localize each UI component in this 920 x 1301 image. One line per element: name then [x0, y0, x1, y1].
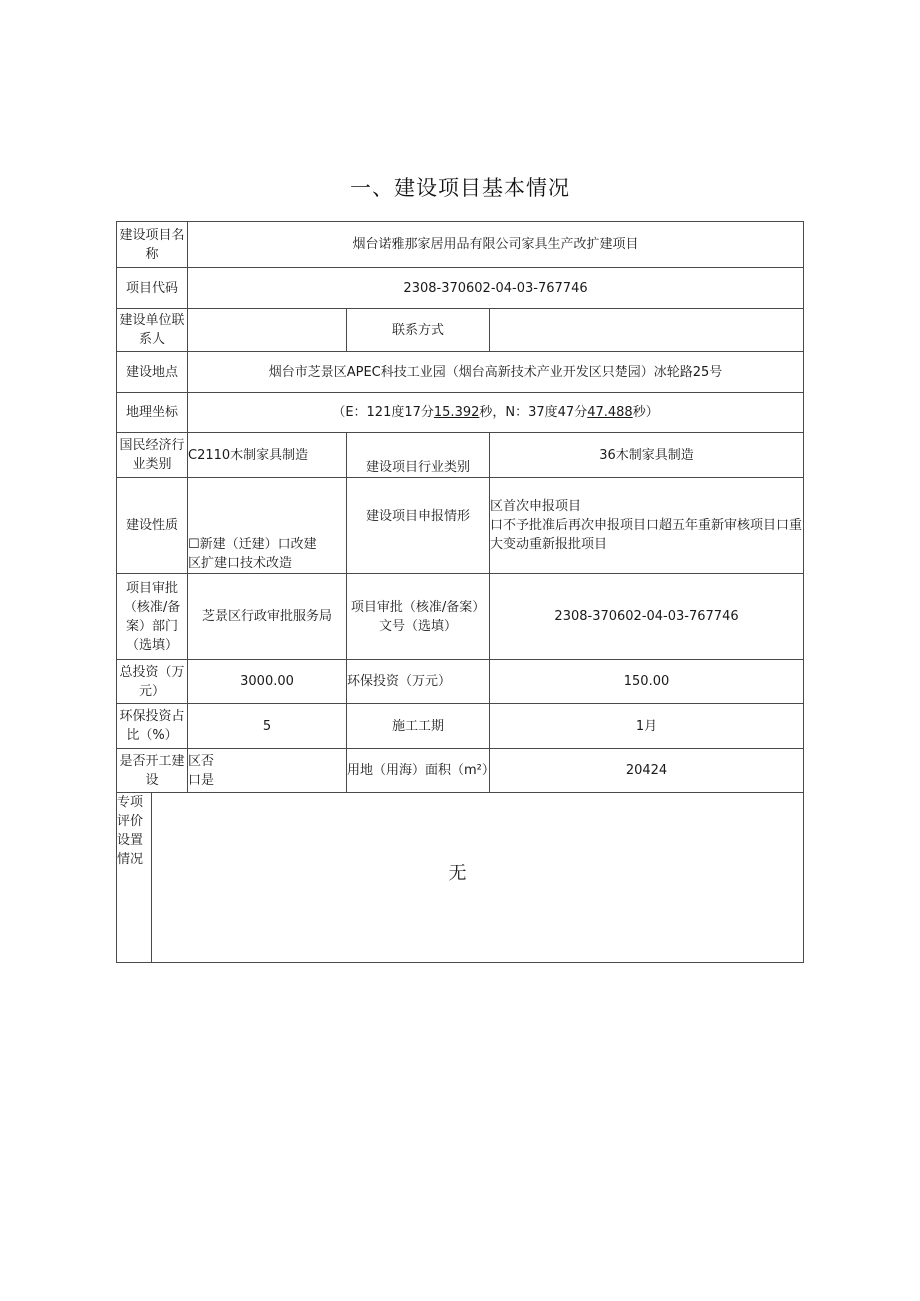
started-option-yes: 口是 [188, 772, 215, 788]
coords-suffix: 秒） [632, 405, 659, 420]
report-situation-label: 建设项目申报情形 [347, 478, 490, 574]
project-code-value: 2308-370602-04-03-767746 [188, 268, 804, 309]
special-eval-value: 无 [152, 793, 804, 963]
construction-period-label: 施工工期 [347, 704, 490, 749]
coords-label: 地理坐标 [117, 393, 188, 433]
project-name-label: 建设项目名称 [117, 222, 188, 268]
coords-lon-seconds: 15.392 [433, 405, 480, 420]
land-area-label: 用地（用海）面积（m²） [347, 749, 490, 793]
started-options [188, 749, 347, 793]
coords-prefix: （E：121度17分 [332, 405, 434, 420]
started-label: 是否开工建设 [117, 749, 188, 793]
started-option-no: 区否 [188, 753, 215, 769]
contact-method-label: 联系方式 [347, 309, 490, 352]
row-industry [117, 433, 804, 478]
row-ratio [117, 704, 804, 749]
approval-dept-value: 芝景区行政审批服务局 [188, 574, 347, 660]
report-option-others: 口不予批准后再次申报项目口超五年重新审核项目口重大变动重新报批项目 [490, 518, 803, 552]
contact-method-value [490, 309, 804, 352]
coords-value [188, 393, 804, 433]
row-started [117, 749, 804, 793]
page-title: 一、建设项目基本情况 [350, 176, 570, 200]
report-situation-options [490, 478, 804, 574]
row-location [117, 352, 804, 393]
approval-doc-label: 项目审批（核准/备案）文号（选填） [347, 574, 490, 660]
project-name-value: 烟台诺雅那家居用品有限公司家具生产改扩建项目 [188, 222, 804, 268]
nature-label: 建设性质 [117, 478, 188, 574]
approval-doc-value: 2308-370602-04-03-767746 [490, 574, 804, 660]
nature-options-line1: ☐新建（迁建）口改建 [188, 537, 317, 552]
project-industry-label: 建设项目行业类别 [347, 433, 490, 478]
row-special [117, 793, 804, 963]
contact-label: 建设单位联系人 [117, 309, 188, 352]
construction-period-value: 1月 [490, 704, 804, 749]
approval-dept-label: 项目审批（核准/备案）部门（选填） [117, 574, 188, 660]
row-coords [117, 393, 804, 433]
row-nature [117, 478, 804, 574]
row-contact [117, 309, 804, 352]
env-investment-label: 环保投资（万元） [347, 660, 490, 704]
row-approval [117, 574, 804, 660]
location-label: 建设地点 [117, 352, 188, 393]
special-eval-label: 专项评价设置情况 [117, 793, 152, 963]
land-area-value: 20424 [490, 749, 804, 793]
location-value: 烟台市芝景区APEC科技工业园（烟台高新技术产业开发区只楚园）冰轮路25号 [188, 352, 804, 393]
env-ratio-label: 环保投资占比（%） [117, 704, 188, 749]
env-investment-value: 150.00 [490, 660, 804, 704]
nature-options-line2: 区扩建口技术改造 [188, 556, 293, 571]
nature-options [188, 478, 347, 574]
industry-value: C2110木制家具制造 [188, 433, 347, 478]
report-option-first: 区首次申报项目 [490, 499, 582, 514]
project-industry-value: 36木制家具制造 [490, 433, 804, 478]
total-investment-label: 总投资（万元） [117, 660, 188, 704]
coords-lat-seconds: 47.488 [587, 405, 633, 420]
coords-mid: 秒，N：37度47分 [479, 405, 588, 420]
basic-info-table [116, 221, 804, 963]
row-investment [117, 660, 804, 704]
row-project-name [117, 222, 804, 268]
project-code-label: 项目代码 [117, 268, 188, 309]
contact-name-value [188, 309, 347, 352]
env-ratio-value: 5 [188, 704, 347, 749]
total-investment-value: 3000.00 [188, 660, 347, 704]
row-project-code [117, 268, 804, 309]
industry-label: 国民经济行业类别 [117, 433, 188, 478]
